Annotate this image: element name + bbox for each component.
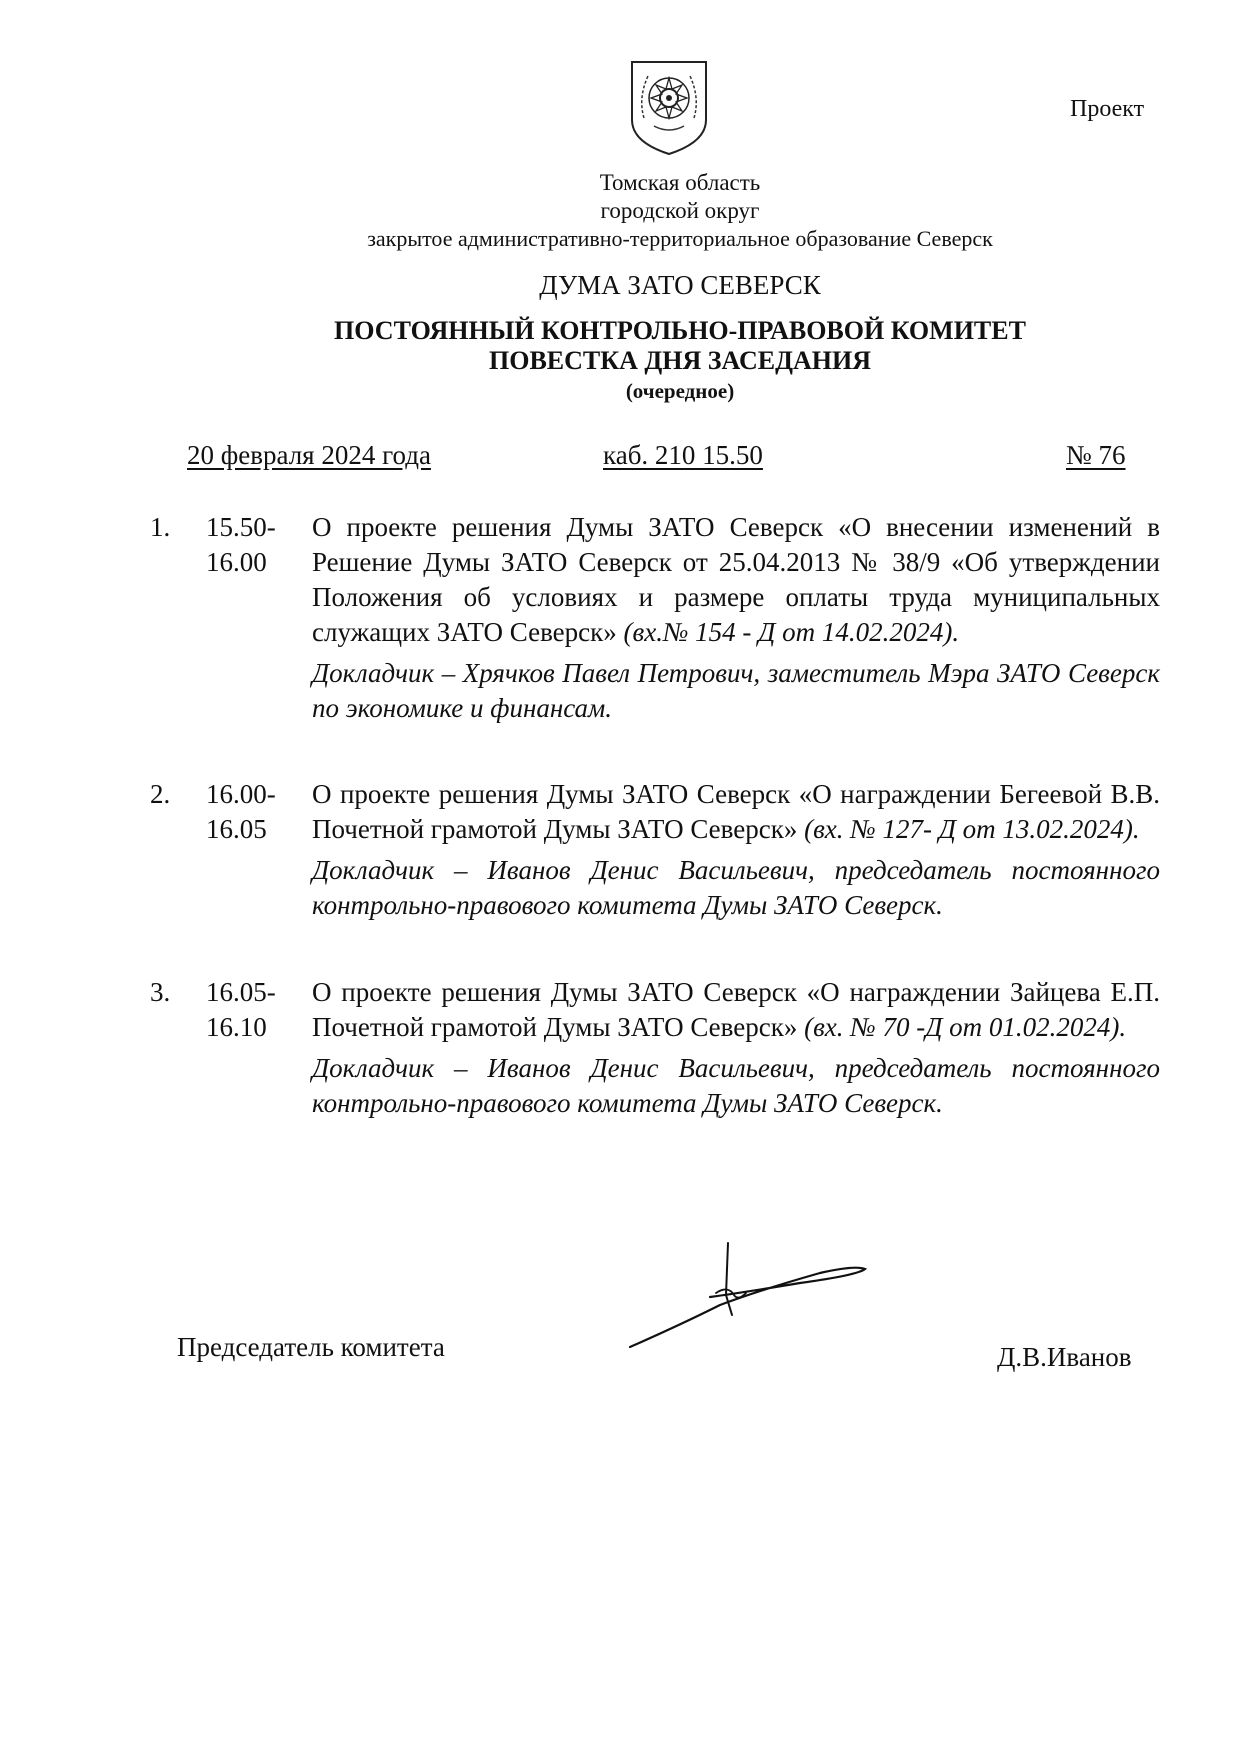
item-time: [206, 777, 286, 847]
session-kind: (очередное): [625, 379, 735, 403]
signer-role: Председатель комитета: [177, 1332, 445, 1362]
zato-name: закрытое административно-территориальное образование Северск: [367, 226, 993, 251]
region-name: Томская область: [599, 170, 761, 195]
time-to: 16.10: [206, 1012, 267, 1042]
item-time: [206, 975, 286, 1045]
item-body: [312, 975, 1160, 1121]
item-index: 3.: [150, 977, 171, 1007]
item-reference: (вх. № 127- Д от 13.02.2024).: [804, 814, 1140, 844]
meeting-date: 20 февраля 2024 года: [187, 440, 431, 470]
agenda-number: № 76: [1066, 440, 1126, 470]
item-time: [206, 510, 286, 580]
item-text: О проекте решения Думы ЗАТО Северск «О награждении Бегеевой В.В. Почетной грамотой Думы ЗАТО Северск»: [312, 779, 1160, 844]
item-speaker: Докладчик – Иванов Денис Васильевич, председатель постоянного контрольно-правового комитета Думы ЗАТО Северск.: [312, 1053, 1160, 1118]
item-reference: (вх.№ 154 - Д от 14.02.2024).: [623, 617, 960, 647]
signer-name: Д.В.Иванов: [997, 1342, 1132, 1372]
agenda-title: ПОВЕСТКА ДНЯ ЗАСЕДАНИЯ: [489, 346, 871, 375]
time-to: 16.00: [206, 547, 267, 577]
item-text: О проекте решения Думы ЗАТО Северск «О награждении Зайцева Е.П. Почетной грамотой Думы ЗАТО Северск»: [312, 977, 1160, 1042]
item-body: [312, 777, 1160, 923]
item-reference: (вх. № 70 -Д от 01.02.2024).: [804, 1012, 1127, 1042]
time-to: 16.05: [206, 814, 267, 844]
time-from: 16.00-: [206, 779, 276, 809]
item-speaker: Докладчик – Хрячков Павел Петрович, заместитель Мэра ЗАТО Северск по экономике и финансам.: [312, 658, 1160, 723]
item-index: 1.: [150, 512, 171, 542]
time-from: 15.50-: [206, 512, 276, 542]
duma-title: ДУМА ЗАТО СЕВЕРСК: [539, 270, 821, 300]
coat-of-arms-icon: [624, 58, 714, 156]
item-body: [312, 510, 1160, 726]
signature-icon: [620, 1235, 880, 1355]
time-from: 16.05-: [206, 977, 276, 1007]
meeting-room-time: каб. 210 15.50: [603, 440, 763, 470]
item-speaker: Докладчик – Иванов Денис Васильевич, председатель постоянного контрольно-правового комитета Думы ЗАТО Северск.: [312, 855, 1160, 920]
draft-label: Проект: [1070, 96, 1145, 122]
item-text: О проекте решения Думы ЗАТО Северск «О внесении изменений в Решение Думы ЗАТО Северск от 25.04.2013 № 38/9 «Об утверждении Положения об условиях и размере оплаты труда муниципальных служащих ЗАТО Северск»: [312, 512, 1160, 647]
committee-title: ПОСТОЯННЫЙ КОНТРОЛЬНО-ПРАВОВОЙ КОМИТЕТ: [334, 316, 1026, 345]
item-index: 2.: [150, 779, 171, 809]
district-name: городской округ: [600, 198, 760, 223]
